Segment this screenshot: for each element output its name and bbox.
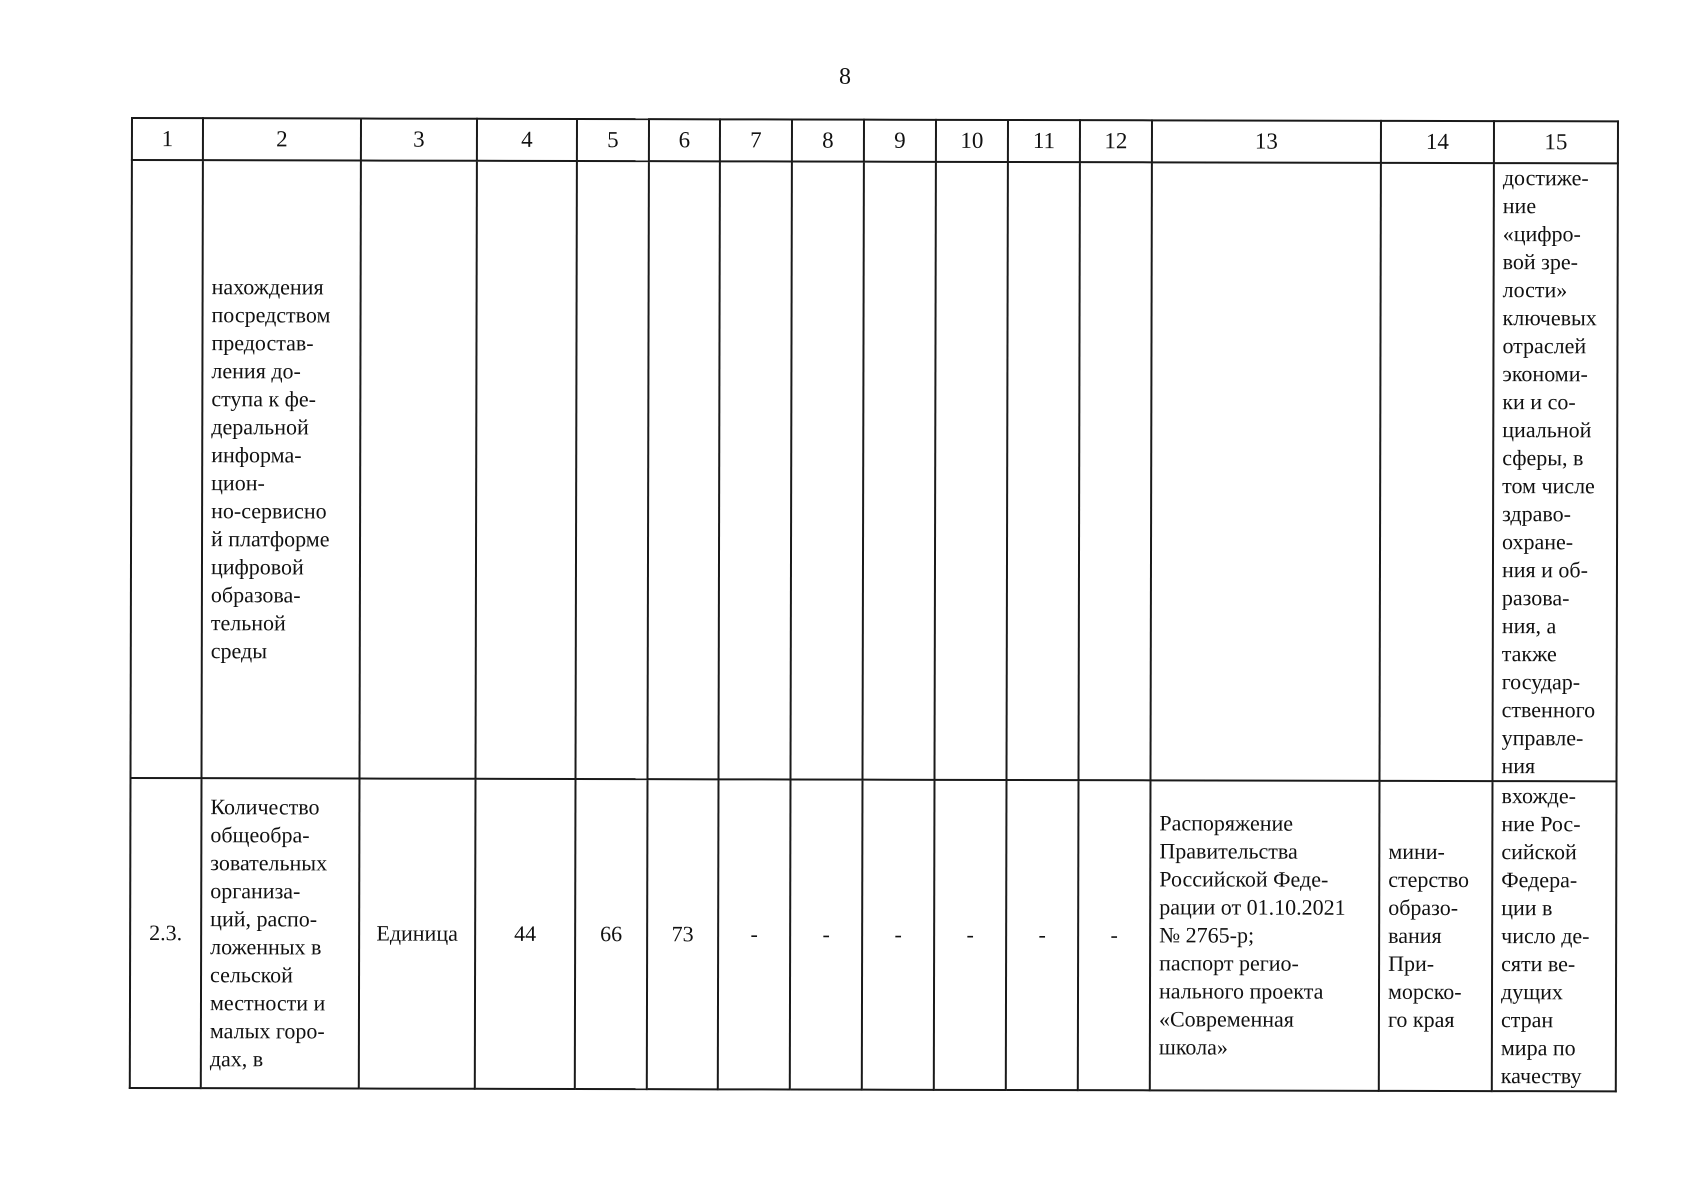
basis-cell: Распоряжение Правительства Российской Феде- рации от 01.10.2021 № 2765-р; паспорт регио- нального проекта «Современная школа» [1150,780,1380,1091]
value-cell [1006,162,1079,780]
header-cell: 15 [1494,121,1618,163]
value-cell [790,161,863,779]
value-cell: 66 [575,779,648,1089]
value-cell: - [862,780,935,1090]
value-cell: - [718,779,791,1089]
indicator-name-cell: нахождения посредством предостав- ления до- ступа к фе- деральной информа- цион- но-сервисно й платформе цифровой образова- тельной среды [202,160,361,778]
header-cell: 6 [649,119,720,161]
header-cell: 5 [577,119,649,161]
row-number-cell [131,160,203,778]
value-cell [862,162,935,780]
header-cell: 11 [1008,120,1080,162]
header-cell: 14 [1381,121,1494,163]
responsible-cell: мини- стерство образо- вания При- морско- го края [1379,781,1493,1091]
header-cell: 13 [1152,120,1381,163]
responsible-cell [1379,163,1493,781]
value-cell [647,161,719,779]
page-number: 8 [839,64,851,90]
table-row [131,160,1618,781]
value-cell: 73 [647,779,719,1089]
header-cell: 12 [1080,120,1152,162]
value-cell: - [1006,780,1079,1090]
header-cell: 9 [864,120,936,162]
indicators-table [129,117,1619,1092]
header-cell: 7 [720,119,792,161]
header-cell: 8 [792,119,864,161]
header-cell: 4 [477,119,577,161]
header-cell: 3 [361,119,477,161]
value-cell [718,161,791,779]
row-number-cell: 2.3. [130,778,202,1088]
value-cell: - [790,779,863,1089]
value-cell [475,161,576,779]
unit-cell: Единица [359,779,476,1089]
value-cell [934,162,1007,780]
value-cell: - [934,780,1007,1090]
column-number-row [132,118,1618,163]
goal-cell: вхожде- ние Рос- сийской Федера- ции в число де- сяти ве- дущих стран мира по качеству [1492,781,1617,1091]
goal-cell: достиже- ние «цифро- вой зре- лости» ключевых отраслей экономи- ки и со- циальной сферы, в том числе здраво- охране- ния и об- разова- ния, а также государ- ственного управле- ния [1492,163,1617,781]
header-cell: 10 [936,120,1008,162]
header-cell: 1 [132,118,203,160]
value-cell [575,161,648,779]
unit-cell [359,161,476,779]
value-cell [1078,162,1151,780]
value-cell: - [1078,780,1151,1090]
value-cell: 44 [475,779,576,1089]
basis-cell [1150,162,1380,781]
indicator-name-cell: Количество общеобра- зовательных организа- ций, распо- ложенных в сельской местности и малых горо- дах, в [201,778,360,1088]
header-cell: 2 [203,118,361,160]
table-row [130,778,1617,1091]
